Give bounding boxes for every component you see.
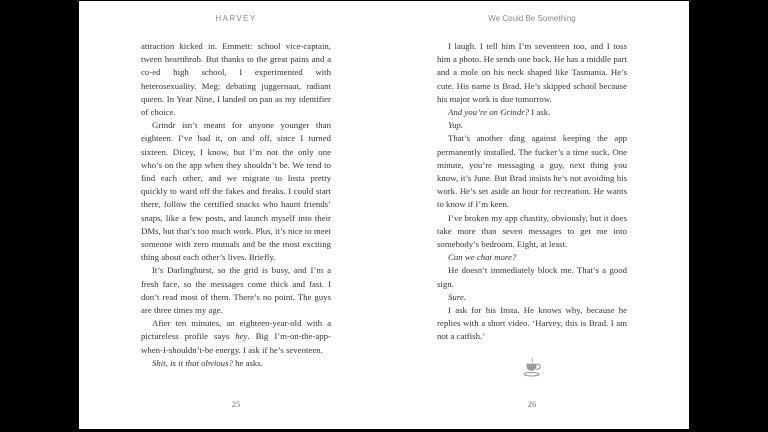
book-spread — [79, 1, 689, 429]
paragraph: After ten minutes, an eighteen-year-old with a pictureless profile says hey. Big I’m-on-the-app-when-I-shouldn’t-be energy. I ask if he’s seventeen. — [141, 318, 331, 355]
page-number-left: 25 — [231, 399, 241, 409]
paragraph: That’s another ding against keeping the app permanently installed. The fucker’s a time suck. One minute, you’re messaging a guy, next thing you know, it’s June. But Brad insists he’s not avoiding his work. He’s set aside an hour for recreation. He wants to know if I’m keen. — [437, 133, 627, 210]
paragraph: And you’re on Grindr? I ask. — [448, 107, 551, 118]
paragraph: I laugh. I tell him I’m seventeen too, and I toss him a photo. He sends one back. He has a middle part and a mole on his neck shaped like Tasmania. He’s cute. His name is Brad. He’s skipped school because his major work is due tomorrow. — [437, 41, 627, 104]
right-page-text — [437, 40, 627, 344]
paragraph: Can we chat more? — [448, 252, 517, 263]
running-header-book-title: We Could Be Something — [488, 14, 576, 23]
page-number-right: 26 — [527, 399, 537, 409]
coffee-cup-icon — [522, 364, 543, 381]
paragraph: Sure. — [448, 291, 466, 302]
running-header-chapter: HARVEY — [215, 14, 257, 23]
paragraph: I ask for his Insta. He knows why, because he replies with a short video. ‘Harvey, this is Brad. I am not a catfish.’ — [437, 305, 627, 342]
right-page[interactable] — [384, 1, 689, 429]
paragraph: I’ve broken my app chastity, obviously, but it does take more than seven messages to get me into somebody’s bedroom. Eight, at least. — [437, 212, 627, 250]
left-page-text — [141, 40, 331, 370]
paragraph: attraction kicked in. Emmett: school vice-captain, tween heartthrob. But thanks to the great pains and a co-ed high school, I experimented with heterosexuality. Meg: debating juggernaut, radiant queen. In Year Nine, I landed on pan as my identifier of choice. — [141, 41, 331, 118]
paragraph: Yup. — [448, 120, 464, 131]
paragraph: It’s Darlinghurst, so the grid is busy, and I’m a fresh face, so the messages come thick and fast. I don’t read most of them. There’s no point. The guys are three times my age. — [141, 265, 331, 316]
scene-break — [437, 358, 627, 382]
paragraph: Grindr isn’t meant for anyone younger than eighteen. I’ve had it, on and off, since I turned sixteen. Dicey, I know, but I’m not the only one who’s on the app when they shouldn’t be. We tend to find each other, and we migrate to Insta pretty quickly to ward off the fakes and freaks. I could start there, follow the certified snacks who haunt friends’ snaps, like a few posts, and launch myself into their DMs, but that’s too much work. Plus, it’s nice to meet someone with zero mutuals and be the most exciting thing about each other’s lives. Briefly. — [141, 120, 331, 263]
paragraph: He doesn’t immediately block me. That’s a good sign. — [437, 265, 627, 289]
left-page[interactable] — [79, 1, 384, 429]
paragraph: Shit, is it that obvious? he asks. — [152, 357, 263, 368]
